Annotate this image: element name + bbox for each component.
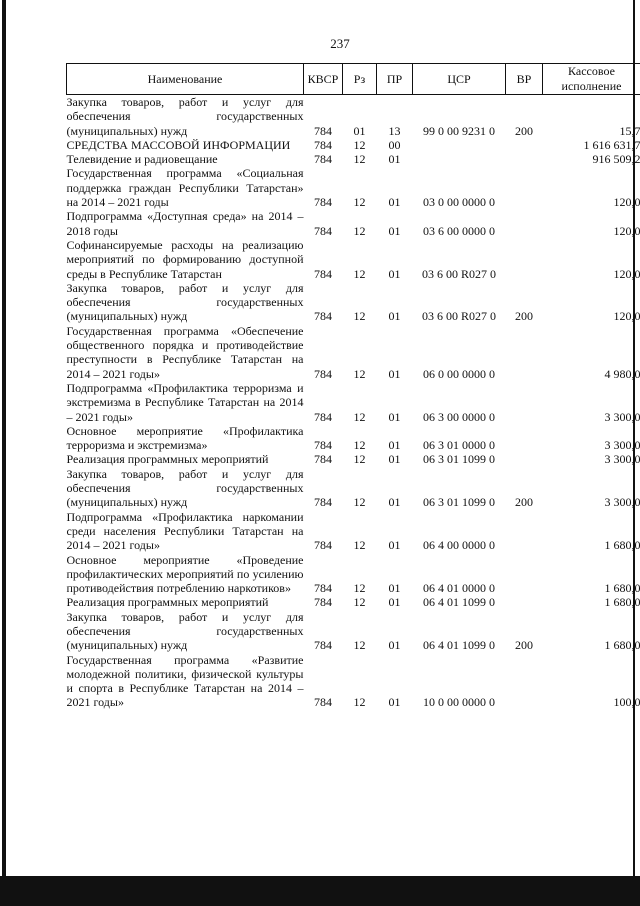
cell-vr <box>506 653 543 710</box>
header-pr: ПР <box>377 64 413 95</box>
cell-kvsr: 784 <box>304 238 343 281</box>
cell-vr <box>506 166 543 209</box>
cell-vr <box>506 238 543 281</box>
cell-amount: 4 980,0 <box>543 324 640 381</box>
cell-rz: 12 <box>343 510 377 553</box>
cell-csr: 03 6 00 R027 0 <box>413 281 506 324</box>
cell-kvsr: 784 <box>304 553 343 596</box>
cell-rz: 12 <box>343 553 377 596</box>
budget-table <box>66 63 640 710</box>
cell-kvsr: 784 <box>304 138 343 152</box>
cell-rz: 12 <box>343 238 377 281</box>
cell-rz: 12 <box>343 653 377 710</box>
page-number: 237 <box>0 36 640 52</box>
cell-vr: 200 <box>506 467 543 510</box>
table-row <box>67 281 640 324</box>
cell-name: Реализация программных мероприятий <box>67 595 304 609</box>
cell-amount: 120,0 <box>543 166 640 209</box>
cell-rz: 12 <box>343 452 377 466</box>
cell-name: Основное мероприятие «Проведение профилактических мероприятий по усилению противодействия потреблению наркотиков» <box>67 553 304 596</box>
cell-csr: 06 4 01 1099 0 <box>413 595 506 609</box>
cell-kvsr: 784 <box>304 510 343 553</box>
cell-pr: 01 <box>377 238 413 281</box>
cell-pr: 01 <box>377 653 413 710</box>
cell-kvsr: 784 <box>304 452 343 466</box>
cell-amount: 120,0 <box>543 281 640 324</box>
cell-name: Закупка товаров, работ и услуг для обеспечения государственных (муниципальных) нужд <box>67 281 304 324</box>
cell-amount: 120,0 <box>543 238 640 281</box>
cell-csr: 06 3 01 1099 0 <box>413 452 506 466</box>
cell-vr <box>506 324 543 381</box>
cell-name: Государственная программа «Развитие молодежной политики, физической культуры и спорта в Республике Татарстан на 2014 – 2021 годы» <box>67 653 304 710</box>
cell-csr: 06 0 00 0000 0 <box>413 324 506 381</box>
cell-csr: 06 3 00 0000 0 <box>413 381 506 424</box>
cell-pr: 01 <box>377 452 413 466</box>
scan-edge-bottom <box>0 876 640 906</box>
table-row <box>67 467 640 510</box>
cell-csr: 03 0 00 0000 0 <box>413 166 506 209</box>
cell-pr: 00 <box>377 138 413 152</box>
cell-rz: 12 <box>343 152 377 166</box>
cell-amount: 3 300,0 <box>543 381 640 424</box>
cell-rz: 12 <box>343 595 377 609</box>
header-rz: Рз <box>343 64 377 95</box>
cell-rz: 01 <box>343 95 377 138</box>
table-row <box>67 138 640 152</box>
cell-pr: 01 <box>377 553 413 596</box>
table-row <box>67 381 640 424</box>
table-row <box>67 95 640 138</box>
header-csr: ЦСР <box>413 64 506 95</box>
cell-csr: 03 6 00 0000 0 <box>413 209 506 238</box>
cell-name: Подпрограмма «Профилактика терроризма и экстремизма в Республике Татарстан на 2014 – 2021 годы» <box>67 381 304 424</box>
cell-name: Подпрограмма «Профилактика наркомании среди населения Республики Татарстан на 2014 – 2021 годы» <box>67 510 304 553</box>
cell-pr: 01 <box>377 166 413 209</box>
cell-name: Закупка товаров, работ и услуг для обеспечения государственных (муниципальных) нужд <box>67 467 304 510</box>
cell-pr: 13 <box>377 95 413 138</box>
table-row <box>67 595 640 609</box>
cell-kvsr: 784 <box>304 324 343 381</box>
table-row <box>67 452 640 466</box>
cell-kvsr: 784 <box>304 95 343 138</box>
cell-vr <box>506 595 543 609</box>
cell-name: Государственная программа «Социальная поддержка граждан Республики Татарстан» на 2014 – 2021 годы <box>67 166 304 209</box>
cell-amount: 3 300,0 <box>543 452 640 466</box>
cell-vr <box>506 209 543 238</box>
cell-csr <box>413 138 506 152</box>
cell-rz: 12 <box>343 424 377 453</box>
cell-amount: 120,0 <box>543 209 640 238</box>
cell-amount: 3 300,0 <box>543 467 640 510</box>
cell-amount: 1 616 631,7 <box>543 138 640 152</box>
cell-pr: 01 <box>377 610 413 653</box>
cell-csr: 06 4 00 0000 0 <box>413 510 506 553</box>
scan-edge-left <box>2 0 6 905</box>
cell-amount: 1 680,0 <box>543 610 640 653</box>
cell-vr <box>506 152 543 166</box>
cell-vr <box>506 424 543 453</box>
cell-name: Государственная программа «Обеспечение общественного порядка и противодействие преступности в Республике Татарстан на 2014 – 2021 годы» <box>67 324 304 381</box>
table-row <box>67 653 640 710</box>
table-row <box>67 209 640 238</box>
cell-vr <box>506 381 543 424</box>
cell-name: Подпрограмма «Доступная среда» на 2014 – 2018 годы <box>67 209 304 238</box>
header-vr: ВР <box>506 64 543 95</box>
cell-name: Реализация программных мероприятий <box>67 452 304 466</box>
cell-vr: 200 <box>506 95 543 138</box>
cell-name: Телевидение и радиовещание <box>67 152 304 166</box>
cell-csr: 06 4 01 1099 0 <box>413 610 506 653</box>
table-row <box>67 238 640 281</box>
cell-amount: 1 680,0 <box>543 553 640 596</box>
cell-kvsr: 784 <box>304 424 343 453</box>
cell-name: Основное мероприятие «Профилактика терроризма и экстремизма» <box>67 424 304 453</box>
cell-rz: 12 <box>343 381 377 424</box>
cell-pr: 01 <box>377 324 413 381</box>
cell-pr: 01 <box>377 510 413 553</box>
cell-rz: 12 <box>343 166 377 209</box>
header-name: Наименование <box>67 64 304 95</box>
cell-vr <box>506 138 543 152</box>
cell-csr: 03 6 00 R027 0 <box>413 238 506 281</box>
cell-name: Закупка товаров, работ и услуг для обеспечения государственных (муниципальных) нужд <box>67 610 304 653</box>
cell-pr: 01 <box>377 209 413 238</box>
cell-vr: 200 <box>506 610 543 653</box>
table-header <box>67 64 640 95</box>
cell-csr: 06 3 01 0000 0 <box>413 424 506 453</box>
cell-rz: 12 <box>343 209 377 238</box>
cell-name: СРЕДСТВА МАССОВОЙ ИНФОРМАЦИИ <box>67 138 304 152</box>
cell-kvsr: 784 <box>304 381 343 424</box>
cell-pr: 01 <box>377 424 413 453</box>
cell-pr: 01 <box>377 281 413 324</box>
cell-kvsr: 784 <box>304 281 343 324</box>
cell-csr <box>413 152 506 166</box>
cell-amount: 1 680,0 <box>543 595 640 609</box>
cell-pr: 01 <box>377 595 413 609</box>
cell-rz: 12 <box>343 467 377 510</box>
cell-amount: 916 509,2 <box>543 152 640 166</box>
table-row <box>67 324 640 381</box>
cell-rz: 12 <box>343 610 377 653</box>
cell-csr: 99 0 00 9231 0 <box>413 95 506 138</box>
table-row <box>67 510 640 553</box>
table-row <box>67 166 640 209</box>
cell-rz: 12 <box>343 324 377 381</box>
cell-vr <box>506 553 543 596</box>
cell-vr: 200 <box>506 281 543 324</box>
cell-vr <box>506 452 543 466</box>
cell-rz: 12 <box>343 281 377 324</box>
cell-amount: 1 680,0 <box>543 510 640 553</box>
cell-kvsr: 784 <box>304 166 343 209</box>
cell-kvsr: 784 <box>304 209 343 238</box>
table-row <box>67 610 640 653</box>
header-cash-execution: Кассовое исполнение <box>543 64 640 95</box>
cell-csr: 10 0 00 0000 0 <box>413 653 506 710</box>
cell-kvsr: 784 <box>304 152 343 166</box>
cell-kvsr: 784 <box>304 610 343 653</box>
table-row <box>67 152 640 166</box>
cell-pr: 01 <box>377 467 413 510</box>
cell-csr: 06 4 01 0000 0 <box>413 553 506 596</box>
header-kvsr: КВСР <box>304 64 343 95</box>
cell-amount: 15,7 <box>543 95 640 138</box>
table-row <box>67 424 640 453</box>
cell-csr: 06 3 01 1099 0 <box>413 467 506 510</box>
cell-pr: 01 <box>377 152 413 166</box>
cell-amount: 100,0 <box>543 653 640 710</box>
cell-pr: 01 <box>377 381 413 424</box>
cell-name: Закупка товаров, работ и услуг для обеспечения государственных (муниципальных) нужд <box>67 95 304 138</box>
cell-kvsr: 784 <box>304 467 343 510</box>
cell-name: Софинансируемые расходы на реализацию мероприятий по формированию доступной среды в Республике Татарстан <box>67 238 304 281</box>
table-row <box>67 553 640 596</box>
cell-kvsr: 784 <box>304 595 343 609</box>
cell-amount: 3 300,0 <box>543 424 640 453</box>
cell-rz: 12 <box>343 138 377 152</box>
cell-kvsr: 784 <box>304 653 343 710</box>
cell-vr <box>506 510 543 553</box>
